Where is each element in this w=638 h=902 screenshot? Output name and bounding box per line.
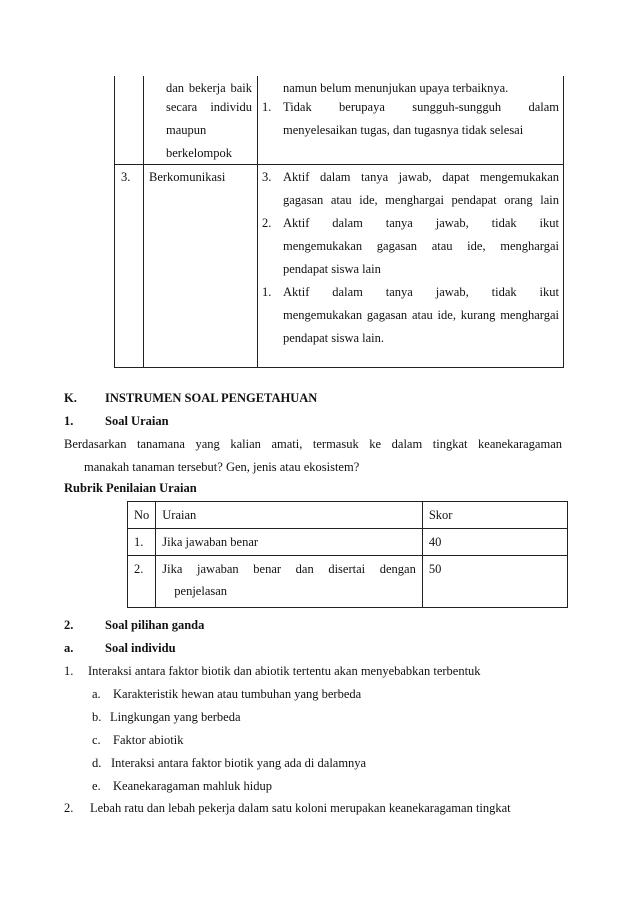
header-no: No (128, 502, 156, 529)
desc-line: Aktif dalam tanya jawab, dapat mengemukakan (283, 170, 559, 184)
aspek-line: dan bekerja baik (166, 81, 252, 95)
desc-line: pendapat siswa lain. (283, 331, 385, 345)
table-row (128, 529, 568, 556)
cell-no: 1. (128, 529, 156, 556)
cell-no: 2. (128, 556, 156, 608)
soal-uraian-title: Soal Uraian (105, 414, 169, 428)
desc-line: Tidak berupaya sungguh-sungguh dalam (283, 100, 559, 114)
question-2-number: 2. (64, 801, 74, 815)
uraian-question-line1: Berdasarkan tanamana yang kalian amati, termasuk ke dalam tingkat keanekaragaman (64, 437, 562, 451)
cell-uraian-line1: Jika jawaban benar dan disertai dengan (162, 562, 416, 576)
aspek-line: berkelompok (166, 146, 232, 160)
desc-num: 1. (262, 285, 272, 299)
pilihan-ganda-number: 2. (64, 618, 74, 632)
desc-line: pendapat siswa lain (283, 262, 381, 276)
pilihan-ganda-title: Soal pilihan ganda (105, 618, 205, 632)
section-k-letter: K. (64, 391, 77, 405)
soal-uraian-number: 1. (64, 414, 74, 428)
desc-num: 2. (262, 216, 272, 230)
uraian-question-line2: manakah tanaman tersebut? Gen, jenis atau ekosistem? (84, 460, 360, 474)
header-skor: Skor (422, 502, 567, 529)
soal-individu-title: Soal individu (105, 641, 176, 655)
desc-line: Aktif dalam tanya jawab, tidak ikut (283, 216, 559, 230)
cell-skor: 40 (422, 529, 567, 556)
cell-uraian (156, 556, 423, 608)
option-text: Lingkungan yang berbeda (110, 710, 241, 724)
option-text: Interaksi antara faktor biotik yang ada di dalamnya (111, 756, 367, 770)
rubrik-table (127, 501, 568, 608)
cell-uraian: Jika jawaban benar (156, 529, 423, 556)
question-2-text: Lebah ratu dan lebah pekerja dalam satu koloni merupakan keanekaragaman tingkat (90, 801, 511, 815)
soal-individu-letter: a. (64, 641, 74, 655)
desc-num: 1. (262, 100, 272, 114)
option-letter: b. (92, 710, 102, 724)
desc-line: mengemukakan gagasan atau ide, menghargai (283, 239, 559, 253)
cell-skor: 50 (422, 556, 567, 608)
table-row (128, 556, 568, 608)
option-text: Faktor abiotik (113, 733, 184, 747)
aspek-line: maupun (166, 123, 207, 137)
section-k-title: INSTRUMEN SOAL PENGETAHUAN (105, 391, 318, 405)
option-letter: e. (92, 779, 101, 793)
aspek-label: Berkomunikasi (149, 170, 226, 184)
option-text: Keanekaragaman mahluk hidup (113, 779, 272, 793)
cell-uraian-line2: penjelasan (174, 584, 228, 598)
option-text: Karakteristik hewan atau tumbuhan yang berbeda (113, 687, 362, 701)
desc-line: mengemukakan gagasan atau ide, kurang menghargai (283, 308, 559, 322)
option-letter: a. (92, 687, 101, 701)
desc-num: 3. (262, 170, 272, 184)
desc-line: Aktif dalam tanya jawab, tidak ikut (283, 285, 559, 299)
desc-line: namun belum menunjukan upaya terbaiknya. (283, 81, 509, 95)
option-letter: c. (92, 733, 101, 747)
rubrik-title: Rubrik Penilaian Uraian (64, 481, 197, 495)
question-1-text: Interaksi antara faktor biotik dan abiotik tertentu akan menyebabkan terbentuk (88, 664, 481, 678)
row-number: 3. (121, 170, 131, 184)
option-letter: d. (92, 756, 102, 770)
desc-line: menyelesaikan tugas, dan tugasnya tidak selesai (283, 123, 524, 137)
table-header-row (128, 502, 568, 529)
question-1-number: 1. (64, 664, 74, 678)
desc-line: gagasan atau ide, menghargai pendapat orang lain (283, 193, 559, 207)
header-uraian: Uraian (156, 502, 423, 529)
aspek-line: secara individu (166, 100, 252, 114)
